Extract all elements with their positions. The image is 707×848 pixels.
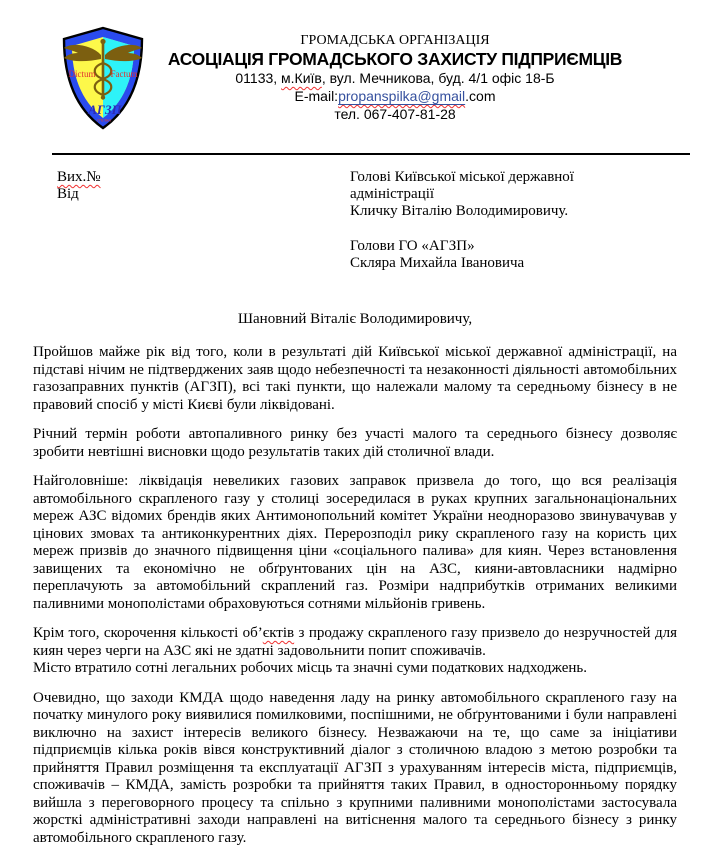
paragraph-4-post: з продажу скрапленого газу призвело до незручностей для киян через черги на АЗС які не здатні задовольнити попит споживачів.	[33, 625, 677, 659]
sender-line: Скляра Михайла Івановича	[350, 255, 525, 271]
recipient-block	[350, 169, 574, 272]
logo-motto-right: Factum	[110, 69, 138, 79]
address-pre: 01133,	[235, 70, 282, 86]
paragraph-1: Пройшов майже рік від того, коли в результаті дій Київської міської державної адміністрації, на підставі нічим не підтверджених заяв щодо небезпечності та незаконності діяльності автомобільних газозаправних пунктів (АГЗП), всі такі пункти, що належали малому та середньому бізнесу в не правовий спосіб у місті Києві були ліквідовані.	[33, 344, 677, 413]
salutation: Шановний Віталіє Володимировичу,	[237, 311, 473, 327]
letterhead	[90, 33, 700, 123]
paragraph-3: Найголовніше: ліквідація невеликих газових заправок призвела до того, що вся реалізація автомобільного скрапленого газу у столиці зосередилася в руках крупних загальнонаціональних мереж АЗС відомих брендів яких Антимонопольний комітет України неодноразово звинувачував у цінових змовах та антиконкурентних діях. Перерозподіл рику скрапленого газу на користь цих мереж призвів до значного підвищення ціни «соціального палива» для киян. Через встановлення завищених та економічно не обґрунтованих цін на АЗС, кияни-автовласники надмірно переплачують за автомобільний скраплений газ. Розміри надприбутків отриманих великими паливними монополістами обраховуються сотнями мільйонів гривень.	[33, 473, 677, 612]
email-spellcheck-wrap	[338, 88, 465, 104]
email-label: E-mail:	[294, 88, 339, 104]
reference-block	[57, 169, 101, 203]
address-line	[90, 70, 700, 87]
logo-motto-left: Dictum	[68, 69, 96, 79]
recipient-line: Голові Київської міської державної	[350, 169, 574, 185]
paragraph-2: Річний термін роботи автопаливного ринку без участі малого та середнього бізнесу дозволяє зробити невтішні висновки щодо результатів таких дій столичної влади.	[33, 426, 677, 460]
paragraph-4-pre: Крім того, скорочення кількості об’	[33, 625, 263, 641]
email-suffix: .com	[465, 88, 496, 104]
header-divider	[52, 153, 690, 155]
from-date-label: Від	[57, 186, 79, 202]
letter-body	[33, 344, 677, 848]
outgoing-number-label	[57, 169, 101, 186]
logo-acronym-sub: спілка	[96, 117, 112, 124]
address-post: , вул. Мечникова, буд. 4/1 офіс 18-Б	[321, 70, 555, 86]
email-line	[90, 88, 700, 105]
paragraph-5: Очевидно, що заходи КМДА щодо наведення ладу на ринку автомобільного скрапленого газу на початку минулого року виявилися помилковими, поспішними, не обґрунтованими і були направлені виключно на захист інтересів великого бізнесу. Незважаючи на те, що саме за ініціативи підприємців кілька років вівся конструктивний діалог з столичною владою з метою розробки та прийняття Правил розміщення та експлуатації АГЗП з урахуванням інтересів міста, підприємців, споживачів – КМДА, замість розробки та прийняття таких Правил, в односторонньому порядку вийшла з переговорного процесу та спільно з крупними паливними монополістами застосувала жорсткі адміністративні заходи направлені на витіснення малого та середнього бізнесу з ринку автомобільного скрапленого газу.	[33, 689, 677, 846]
paragraph-4	[33, 625, 677, 678]
org-type-line: ГРОМАДСЬКА ОРГАНІЗАЦІЯ	[300, 33, 490, 48]
phone-line: тел. 067-407-81-28	[334, 106, 456, 122]
org-name-line: АСОЦІАЦІЯ ГРОМАДСЬКОГО ЗАХИСТУ ПІДПРИЄМЦІВ	[167, 49, 623, 69]
logo-acronym: АГЗП	[88, 102, 122, 117]
address-city-spellcheck: м.Київ	[281, 70, 322, 86]
recipient-line: адміністрації	[350, 186, 435, 202]
sender-line: Голови ГО «АГЗП»	[350, 238, 475, 254]
paragraph-4b: Місто втратило сотні легальних робочих місць та значні суми податкових надходжень.	[33, 660, 587, 676]
email-link[interactable]: propanspilka@gmail	[338, 88, 466, 104]
recipient-line: Кличку Віталію Володимировичу.	[350, 203, 569, 219]
paragraph-4-spellcheck: єктів	[262, 625, 295, 641]
outgoing-number-spellcheck: Вих.№	[57, 169, 101, 185]
